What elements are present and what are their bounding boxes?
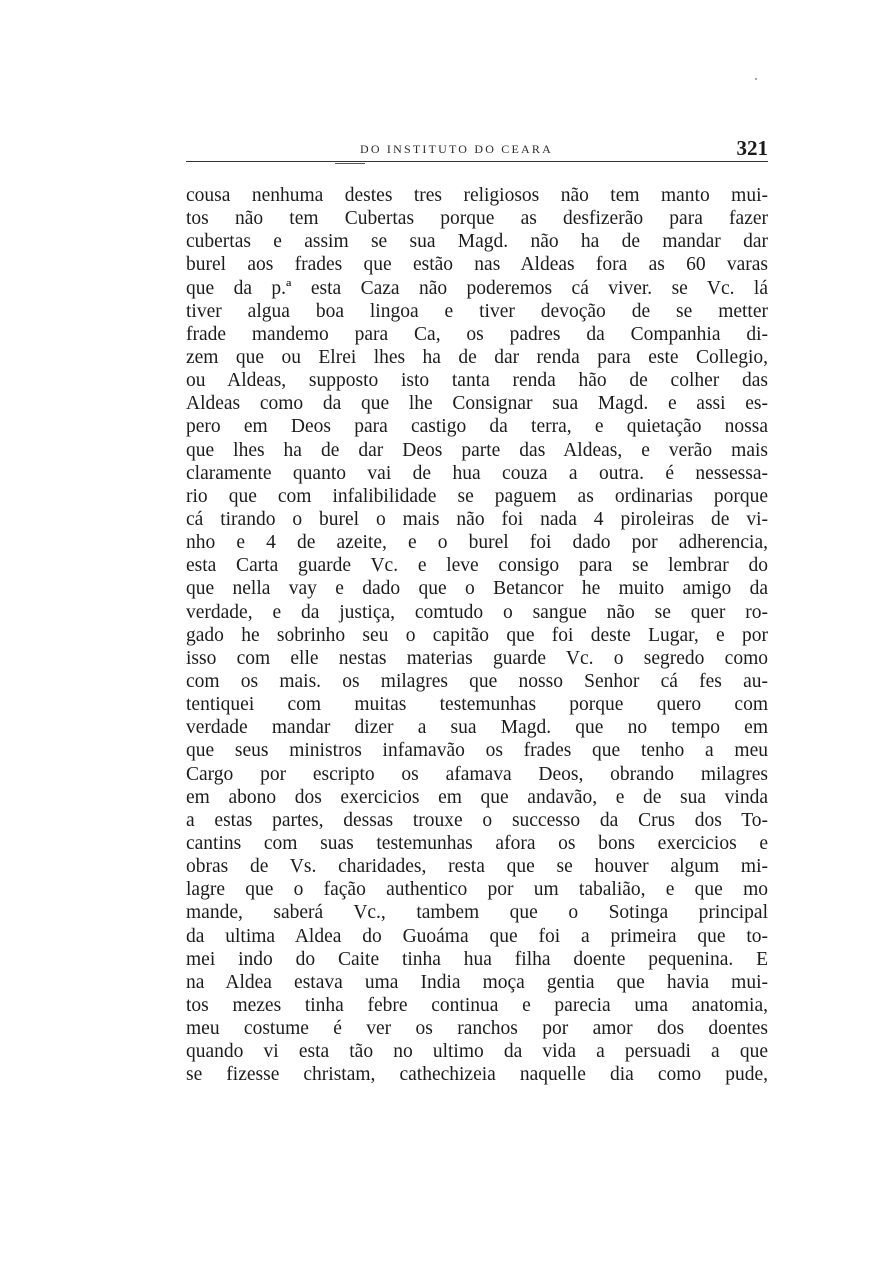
text-line: que seus ministros infamavão os frades que tenho a meu: [186, 740, 768, 762]
text-line: meu costume é ver os ranchos por amor dos doentes: [186, 1018, 768, 1040]
text-line: cousa nenhuma destes tres religiosos não tem manto mui-: [186, 185, 768, 206]
text-line: se fizesse christam, cathechizeia naquelle dia como pude,: [186, 1064, 768, 1086]
text-line: Aldeas como da que lhe Consignar sua Magd. e assi es-: [186, 393, 768, 415]
body-text: [186, 184, 768, 1086]
text-line: rio que com infalibilidade se paguem as ordinarias porque: [186, 485, 768, 507]
text-line: Cargo por escripto os afamava Deos, obrando milagres: [186, 763, 768, 785]
text-line: frade mandemo para Ca, os padres da Companhia di-: [186, 323, 768, 345]
text-line: tos não tem Cubertas porque as desfizerão para fazer: [186, 208, 768, 230]
text-line: obras de Vs. charidades, resta que se houver algum mi-: [186, 856, 768, 878]
text-line: burel aos frades que estão nas Aldeas fora as 60 varas: [186, 254, 768, 276]
page-speck: [755, 78, 757, 80]
text-line: cubertas e assim se sua Magd. não ha de mandar dar: [186, 231, 768, 253]
text-line: nho e 4 de azeite, e o burel foi dado por adherencia,: [186, 532, 768, 554]
text-line: verdade mandar dizer a sua Magd. que no tempo em: [186, 717, 768, 739]
text-line: verdade, e da justiça, comtudo o sangue não se quer ro-: [186, 601, 768, 623]
text-line: tos mezes tinha febre continua e parecia uma anatomia,: [186, 994, 768, 1016]
running-title: DO INSTITUTO DO CEARA: [360, 142, 553, 156]
text-line: com os mais. os milagres que nosso Senhor cá fes au-: [186, 670, 768, 692]
text-line: em abono dos exercicios em que andavão, e de sua vinda: [186, 786, 768, 808]
text-line: pero em Deos para castigo da terra, e quietação nossa: [186, 416, 768, 438]
text-line: tentiquei com muitas testemunhas porque quero com: [186, 694, 768, 716]
header-rule-accent: [335, 163, 365, 164]
text-line: cá tirando o burel o mais não foi nada 4 piroleiras de vi-: [186, 508, 768, 530]
text-line: da ultima Aldea do Guoáma que foi a primeira que to-: [186, 925, 768, 947]
text-line: esta Carta guarde Vc. e leve consigo para se lembrar do: [186, 555, 768, 577]
text-line: que lhes ha de dar Deos parte das Aldeas, e verão mais: [186, 439, 768, 461]
text-line: tiver algua boa lingoa e tiver devoção de se metter: [186, 300, 768, 322]
text-line: zem que ou Elrei lhes ha de dar renda para este Collegio,: [186, 346, 768, 368]
text-line: que nella vay e dado que o Betancor he muito amigo da: [186, 578, 768, 600]
running-head: [186, 136, 768, 158]
text-line: mande, saberá Vc., tambem que o Sotinga principal: [186, 902, 768, 924]
text-line: quando vi esta tão no ultimo da vida a persuadi a que: [186, 1041, 768, 1063]
text-line: que da p.ª esta Caza não poderemos cá viver. se Vc. lá: [186, 277, 768, 299]
text-line: lagre que o fação authentico por um tabalião, e que mo: [186, 879, 768, 901]
text-line: claramente quanto vai de hua couza a outra. é nessessa-: [186, 462, 768, 484]
text-line: na Aldea estava uma India moça gentia que havia mui-: [186, 971, 768, 993]
header-rule: [186, 161, 768, 162]
text-line: a estas partes, dessas trouxe o successo da Crus dos To-: [186, 809, 768, 831]
text-line: isso com elle nestas materias guarde Vc. o segredo como: [186, 647, 768, 669]
text-line: cantins com suas testemunhas afora os bons exercicios e: [186, 832, 768, 854]
page-number: 321: [736, 136, 768, 160]
text-line: mei indo do Caite tinha hua filha doente pequenina. E: [186, 948, 768, 970]
text-line: ou Aldeas, supposto isto tanta renda hão de colher das: [186, 370, 768, 392]
text-line: gado he sobrinho seu o capitão que foi deste Lugar, e por: [186, 624, 768, 646]
